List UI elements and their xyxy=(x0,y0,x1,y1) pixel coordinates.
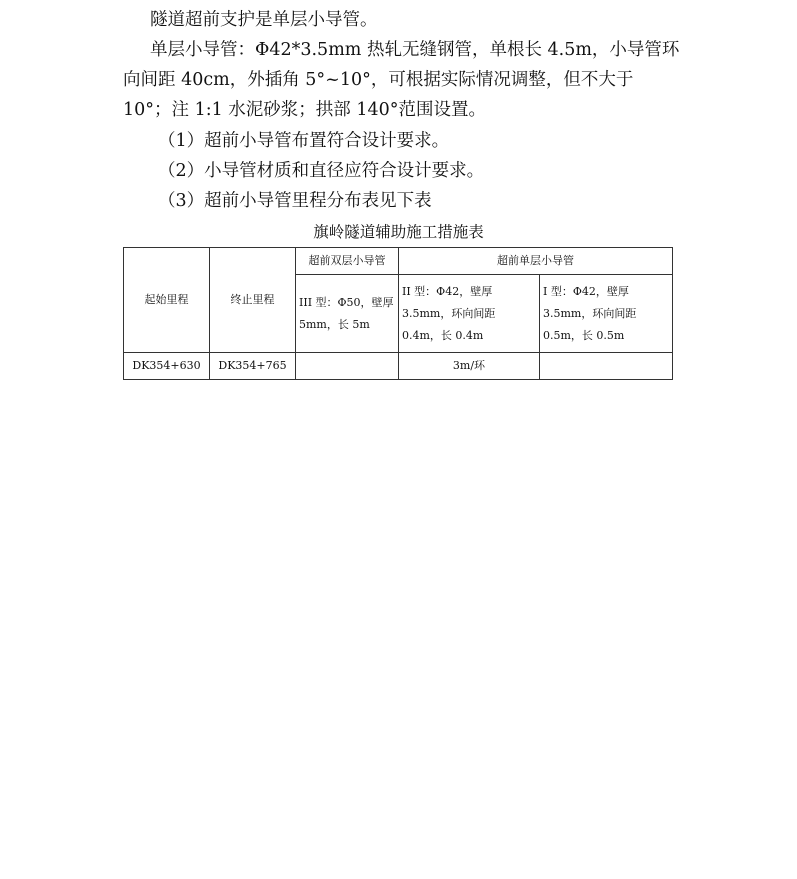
cell-type-3 xyxy=(296,353,399,380)
header-type-2: II 型：Φ42，壁厚 3.5mm，环向间距 0.4m，长 0.4m xyxy=(399,275,540,353)
cell-type-1 xyxy=(540,353,673,380)
table-caption: 旗岭隧道辅助施工措施表 xyxy=(313,223,484,241)
paragraph-pipe-spec: 单层小导管：Φ42*3.5mm 热轧无缝钢管，单根长 4.5m，小导管环向间距 40cm，外插角 5°~10°，可根据实际情况调整，但不大于 10°；注 1:1 水泥砂浆；拱部 140°范围设置。 xyxy=(123,40,680,120)
cell-start-mileage: DK354+630 xyxy=(124,353,210,380)
header-type-1: I 型：Φ42，壁厚 3.5mm，环向间距 0.5m，长 0.5m xyxy=(540,275,673,353)
header-type-3: III 型：Φ50，壁厚 5mm，长 5m xyxy=(296,275,399,353)
header-double-pipe: 超前双层小导管 xyxy=(296,248,399,275)
list-item: （1）超前小导管布置符合设计要求。 xyxy=(158,131,450,151)
construction-measures-table xyxy=(123,247,673,380)
list-item: （3）超前小导管里程分布表见下表 xyxy=(158,191,432,211)
cell-end-mileage: DK354+765 xyxy=(210,353,296,380)
cell-single-value: 3m/环 xyxy=(399,353,540,380)
header-start-mileage: 起始里程 xyxy=(124,248,210,353)
header-end-mileage: 终止里程 xyxy=(210,248,296,353)
table-row xyxy=(124,353,673,380)
list-item: （2）小导管材质和直径应符合设计要求。 xyxy=(158,161,485,181)
header-single-pipe: 超前单层小导管 xyxy=(399,248,673,275)
paragraph-intro: 隧道超前支护是单层小导管。 xyxy=(150,10,378,30)
